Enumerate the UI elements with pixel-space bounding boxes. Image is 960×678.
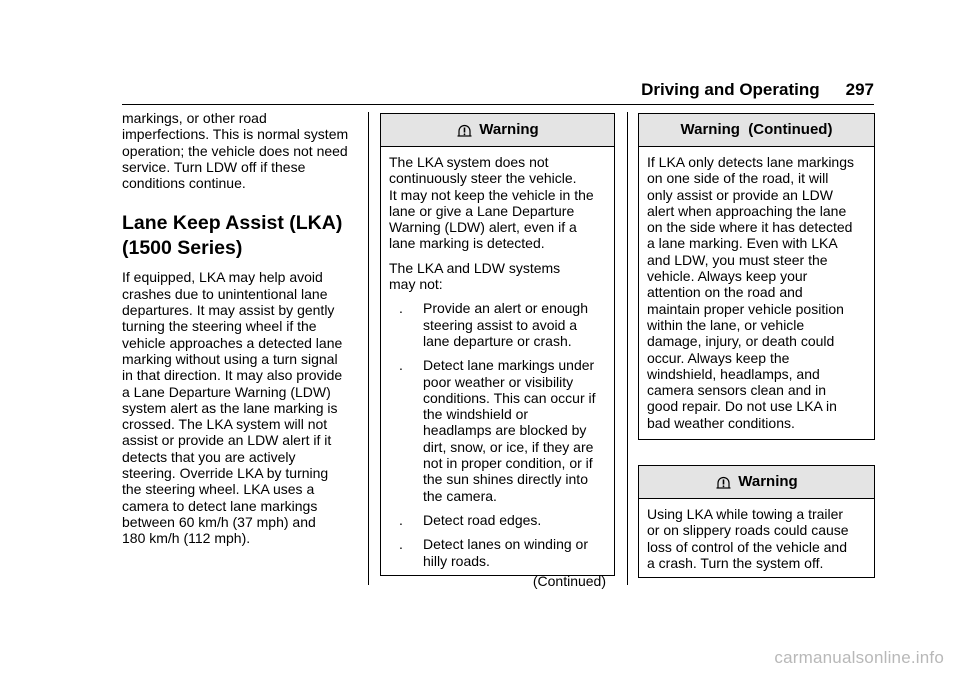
- section-heading: Lane Keep Assist (LKA) (1500 Series): [122, 212, 343, 260]
- column-divider-right: [627, 112, 628, 585]
- intro-paragraph: markings, or other road imperfections. This is normal system operation; the vehicle does not need service. Turn LDW off if these conditions continue.: [122, 110, 349, 192]
- continued-label: (Continued): [532, 572, 606, 589]
- warning-continued-header: [639, 114, 874, 147]
- list-item: [399, 512, 606, 528]
- list-item-text: Detect road edges.: [423, 511, 542, 528]
- warning-header: [381, 114, 614, 147]
- bullet-marker: .: [399, 300, 403, 317]
- column-divider-left: [368, 112, 369, 585]
- list-item: [399, 357, 606, 504]
- warning-body: [381, 147, 614, 595]
- bullet-marker: .: [399, 511, 403, 528]
- warning-title: Warning: [738, 472, 798, 490]
- page-number: 297: [845, 80, 874, 99]
- warning-title: Warning: [479, 120, 539, 138]
- warning-icon: [456, 122, 473, 139]
- warning-paragraph: Using LKA while towing a trailer or on slippery roads could cause loss of control of the vehicle and a crash. Turn the system off.: [647, 506, 849, 571]
- list-item: [399, 300, 606, 349]
- warning-body: [639, 499, 874, 585]
- warning-list: [389, 300, 606, 568]
- list-item-text: Detect lanes on winding or hilly roads.: [423, 536, 588, 569]
- list-item-text: Detect lane markings under poor weather or visibility conditions. This can occur if the windshield or headlamps are blocked by dirt, snow, or ice, if they are not in proper condition, or if the sun shines directly into the camera.: [423, 357, 596, 504]
- warning-box-trailer: [638, 465, 875, 578]
- column-1: [122, 110, 358, 547]
- warning-continued-title: Warning (Continued): [680, 120, 833, 138]
- bullet-marker: .: [399, 536, 403, 553]
- warning-continued-body: [639, 147, 874, 445]
- bullet-marker: .: [399, 357, 403, 374]
- header-rule: [122, 104, 874, 105]
- warning-paragraph: The LKA system does not continuously steer the vehicle. It may not keep the vehicle in the lane or give a Lane Departure Warning (LDW) alert, even if a lane marking is detected.: [389, 154, 594, 252]
- warning-box-lka: [380, 113, 615, 589]
- warning-header: [639, 466, 874, 499]
- watermark: carmanualsonline.info: [774, 648, 944, 667]
- list-item: [399, 536, 606, 569]
- warning-paragraph: The LKA and LDW systems may not:: [389, 259, 561, 293]
- list-item-text: Provide an alert or enough steering assist to avoid a lane departure or crash.: [423, 300, 588, 349]
- warning-paragraph: If LKA only detects lane markings on one side of the road, it will only assist or provide an LDW alert when approaching the lane on the side where it has detected a lane marking. Even with LKA and LDW, you must steer the vehicle. Always keep your attention on the road and maintain proper vehicle position within the lane, or vehicle damage, injury, or death could occur. Always keep the windshield, headlamps, and camera sensors clean and in good repair. Do not use LKA in bad weather conditions.: [647, 154, 854, 431]
- section-title: Driving and Operating: [641, 80, 820, 99]
- lka-description: If equipped, LKA may help avoid crashes due to unintentional lane departures. It may assist by gently turning the steering wheel if the vehicle approaches a detected lane marking without using a turn signal in that direction. It may also provide a Lane Departure Warning (LDW) system alert as the lane marking is crossed. The LKA system will not assist or provide an LDW alert if it detects that you are actively steering. Override LKA by turning the steering wheel. LKA uses a camera to detect lane markings between 60 km/h (37 mph) and 180 km/h (112 mph).: [122, 269, 343, 547]
- warning-icon: [715, 474, 732, 491]
- running-header: [0, 80, 874, 104]
- warning-box-continued: [638, 113, 875, 440]
